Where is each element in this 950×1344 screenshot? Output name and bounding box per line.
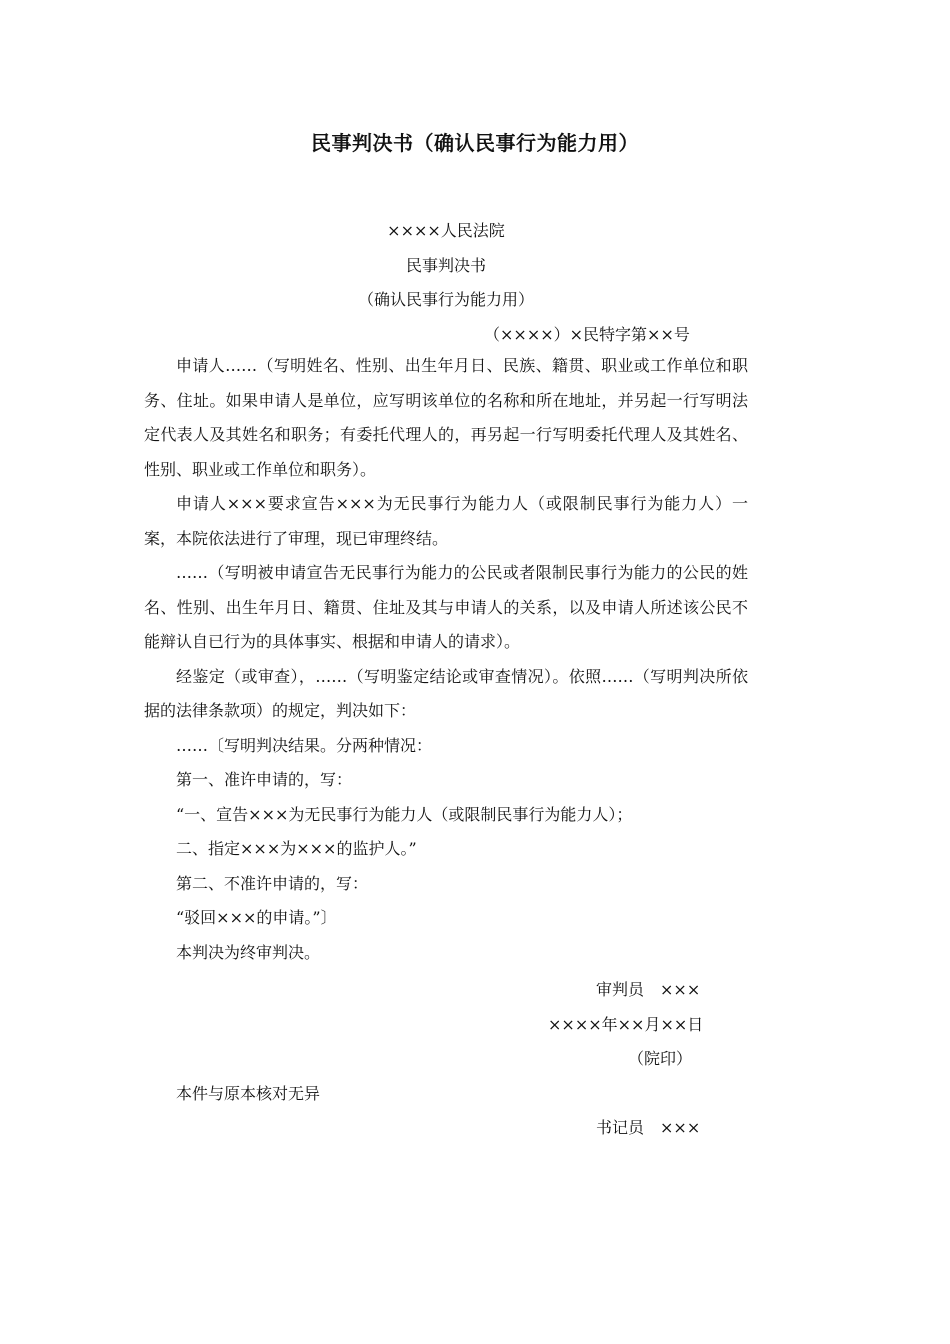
verification-note: 本件与原本核对无异 [176,1084,321,1103]
document-title: 民事判决书（确认民事行为能力用） [311,131,639,155]
applicant-paragraph: 申请人……（写明姓名、性别、出生年月日、民族、籍贯、职业或工作单位和职务、住址。如果申请人是单位，应写明该单位的名称和所在地址，并另起一行写明法定代表人及其姓名和职务；有委托代理人的，再另起一行写明委托代理人及其姓名、性别、职业或工作单位和职务）。 [144,356,748,479]
final-judgment-line: 本判决为终审判决。 [176,942,321,962]
judgment-line: ……〔写明判决结果。分两种情况： [176,735,433,755]
judgment-line: “一、宣告×××为无民事行为能力人（或限制民事行为能力人）； [176,804,633,824]
basis-paragraph: 经鉴定（或审查），……（写明鉴定结论或审查情况）。依照……（写明判决所依据的法律条款项）的规定，判决如下： [144,666,748,720]
judgment-line: 第一、准许申请的，写： [176,770,353,789]
document-type: 民事判决书 [405,256,486,275]
document-subtitle: （确认民事行为能力用） [357,290,534,309]
judge-signature: 审判员 ××× [596,980,701,999]
case-intro-paragraph: 申请人×××要求宣告×××为无民事行为能力人（或限制民事行为能力人）一案，本院依法进行了审理，现已审理终结。 [144,494,748,548]
case-number: （××××）×民特字第××号 [484,325,690,344]
judgment-line: 二、指定×××为×××的监护人。” [176,839,417,858]
judgment-line: 第二、不准许申请的，写： [176,873,369,893]
document-body [144,349,748,970]
court-seal: （院印） [628,1049,693,1068]
judgment-line: “驳回×××的申请。”〕 [176,908,337,927]
court-name: ××××人民法院 [387,221,505,240]
facts-paragraph: ……（写明被申请宣告无民事行为能力的公民或者限制民事行为能力的公民的姓名、性别、出生年月日、籍贯、住址及其与申请人的关系，以及申请人所述该公民不能辩认自已行为的具体事实、根据和申请人的请求）。 [144,563,748,651]
clerk-signature: 书记员 ××× [596,1118,701,1137]
judgment-date: ××××年××月××日 [548,1015,704,1034]
